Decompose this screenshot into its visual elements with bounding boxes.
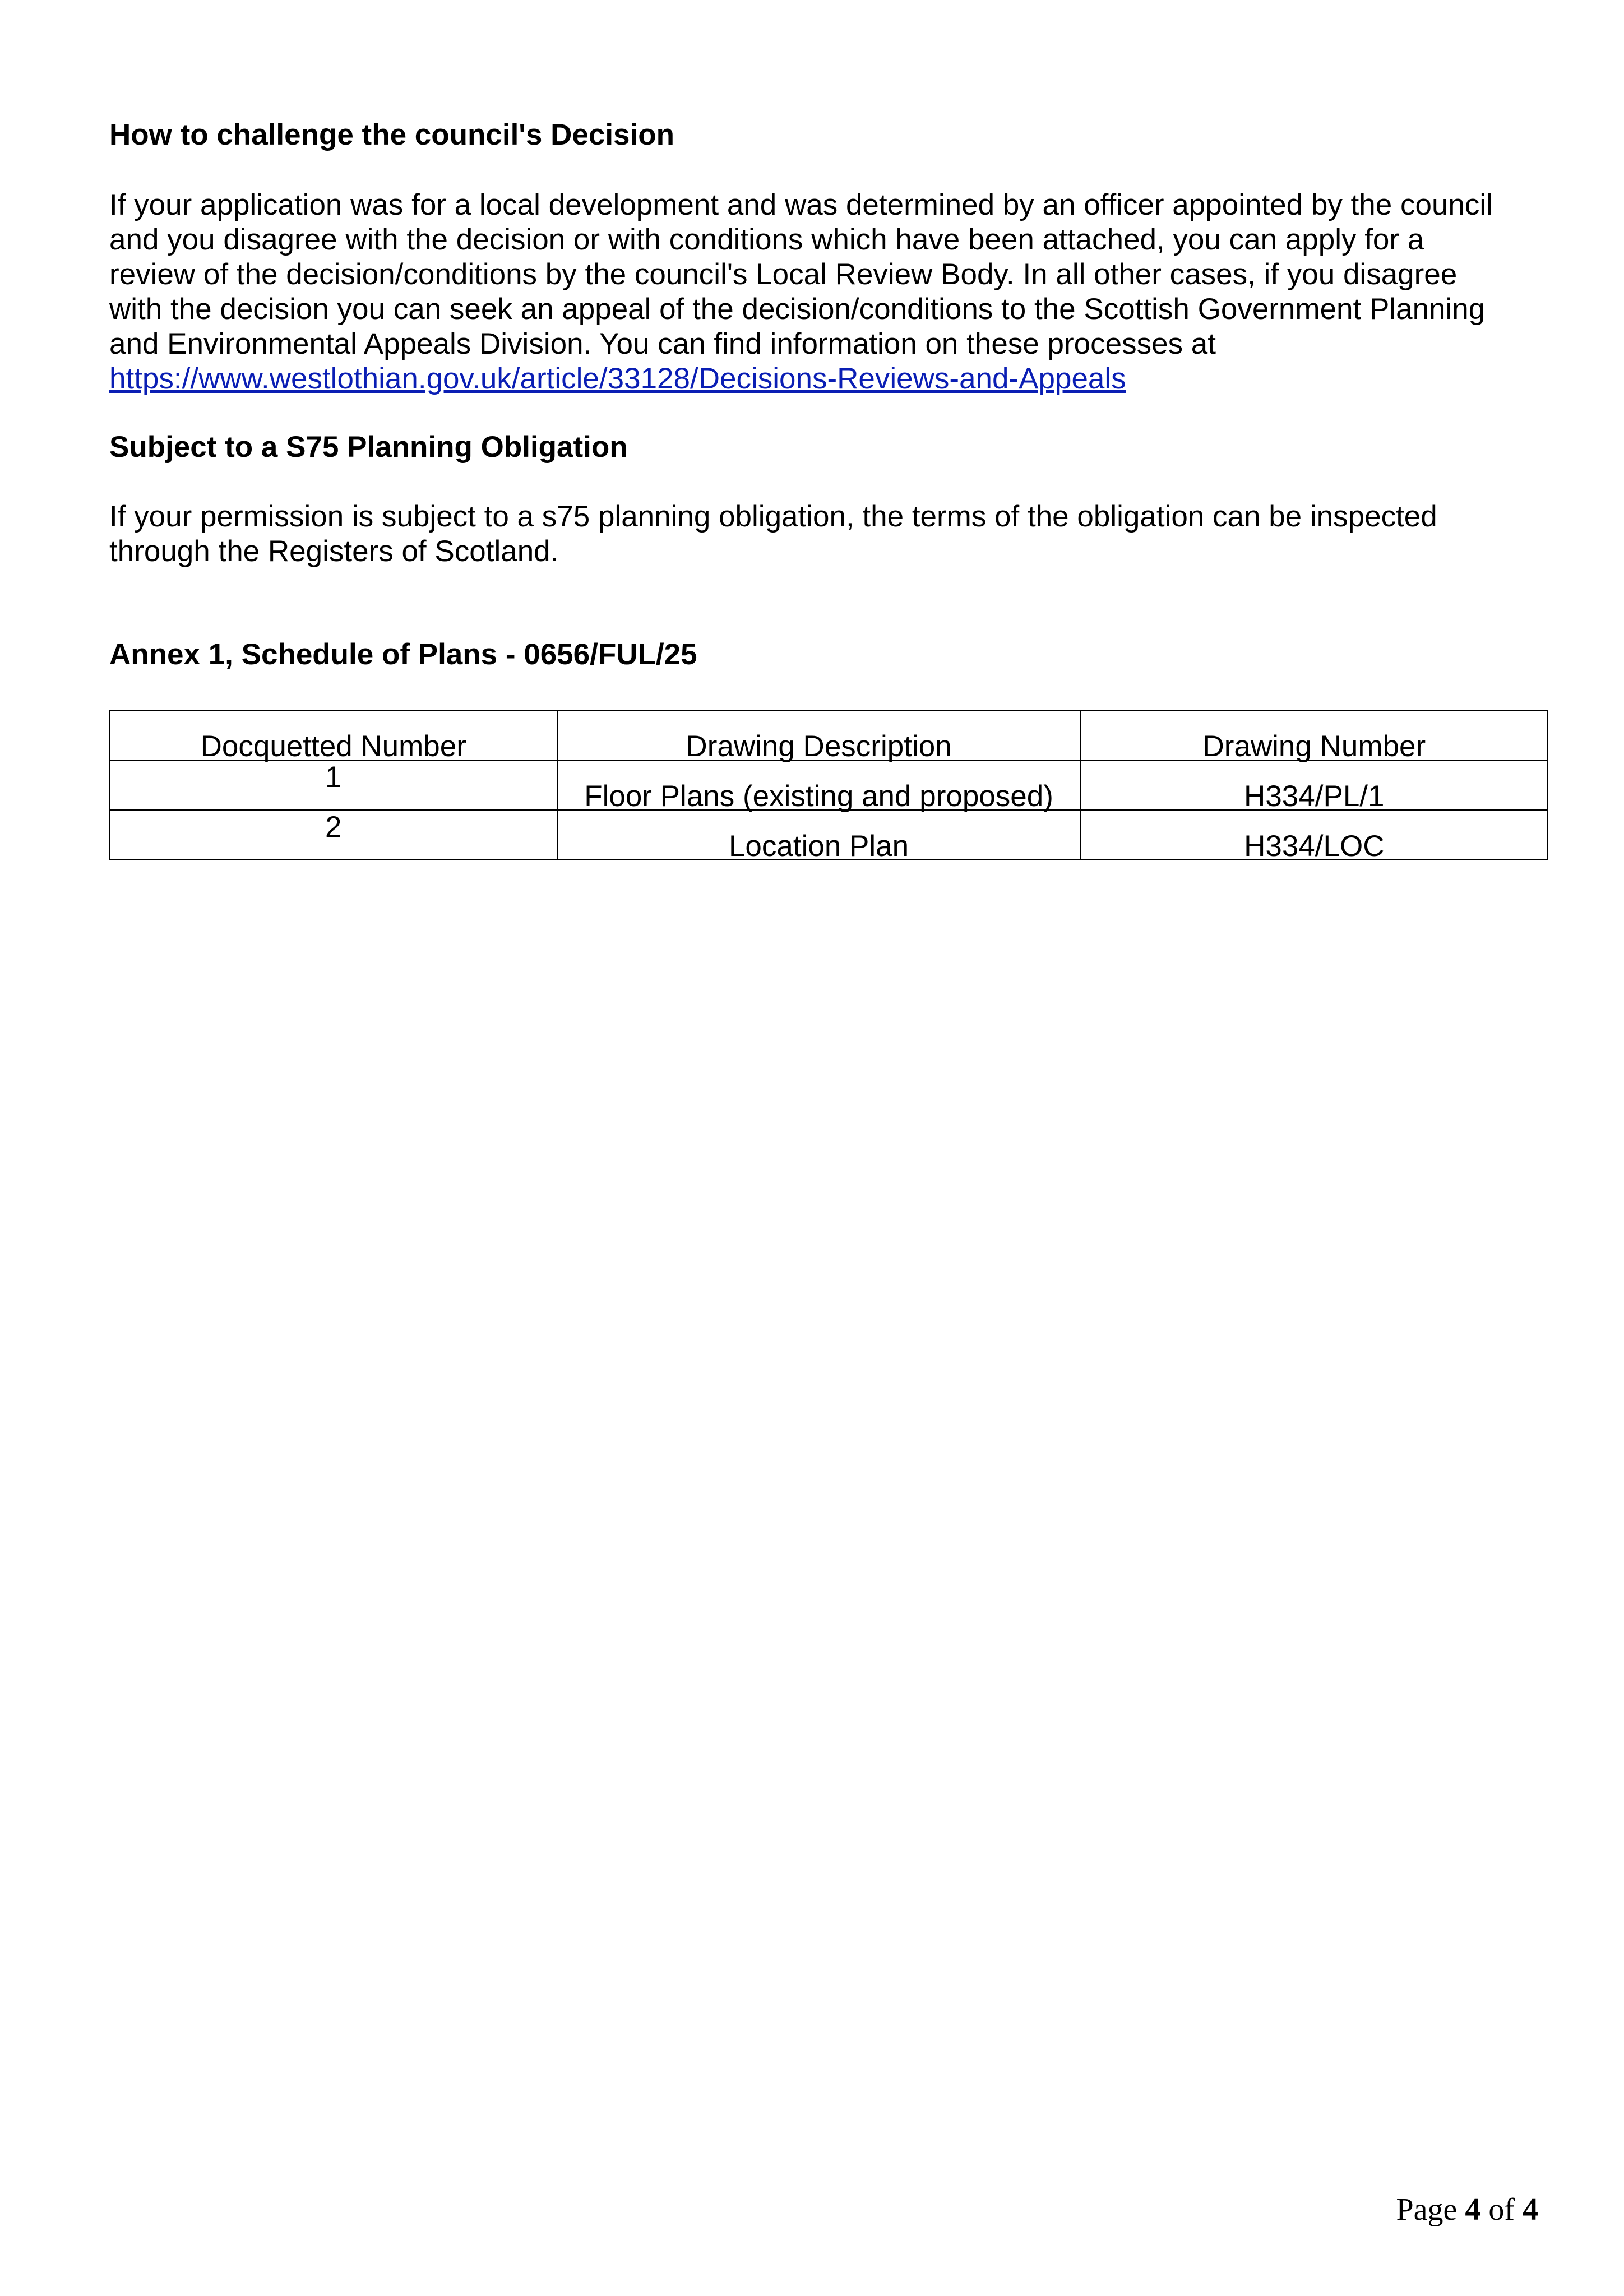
page-label: Page	[1396, 2192, 1458, 2227]
table-row	[110, 810, 1548, 860]
section-body-challenge	[109, 188, 1544, 396]
column-header-docquetted-number: Docquetted Number	[110, 710, 557, 760]
decisions-reviews-appeals-link[interactable]: https://www.westlothian.gov.uk/article/33128/Decisions-Reviews-and-Appeals	[109, 362, 1126, 395]
total-page-count: 4	[1523, 2192, 1538, 2227]
docquetted-number-cell: 1	[110, 760, 557, 810]
drawing-description-cell: Floor Plans (existing and proposed)	[557, 760, 1081, 810]
body-line: If your permission is subject to a s75 planning obligation, the terms of the obligation can be inspected	[109, 500, 1437, 533]
body-line: If your application was for a local development and was determined by an officer appointed by the council	[109, 188, 1493, 221]
body-line: and you disagree with the decision or with conditions which have been attached, you can apply for a	[109, 223, 1424, 256]
column-header-drawing-description: Drawing Description	[557, 710, 1081, 760]
body-line: and Environmental Appeals Division. You can find information on these processes at	[109, 327, 1216, 360]
drawing-number-cell: H334/LOC	[1081, 810, 1548, 860]
section-heading-challenge: How to challenge the council's Decision	[109, 118, 675, 151]
section-heading-s75: Subject to a S75 Planning Obligation	[109, 430, 628, 464]
drawing-description-cell: Location Plan	[557, 810, 1081, 860]
body-line: with the decision you can seek an appeal of the decision/conditions to the Scottish Government Planning	[109, 293, 1486, 326]
table-row	[110, 760, 1548, 810]
page-of-label: of	[1488, 2192, 1515, 2227]
annex-heading: Annex 1, Schedule of Plans - 0656/FUL/25	[109, 638, 697, 671]
body-line: review of the decision/conditions by the council's Local Review Body. In all other cases, if you disagree	[109, 258, 1458, 291]
table-header-row	[110, 710, 1548, 760]
section-body-s75	[109, 499, 1544, 569]
column-header-drawing-number: Drawing Number	[1081, 710, 1548, 760]
current-page-number: 4	[1465, 2192, 1481, 2227]
page-number-footer	[1396, 2192, 1538, 2228]
docquetted-number-cell: 2	[110, 810, 557, 860]
drawing-number-cell: H334/PL/1	[1081, 760, 1548, 810]
schedule-of-plans-table	[109, 710, 1548, 863]
body-line: through the Registers of Scotland.	[109, 535, 559, 568]
